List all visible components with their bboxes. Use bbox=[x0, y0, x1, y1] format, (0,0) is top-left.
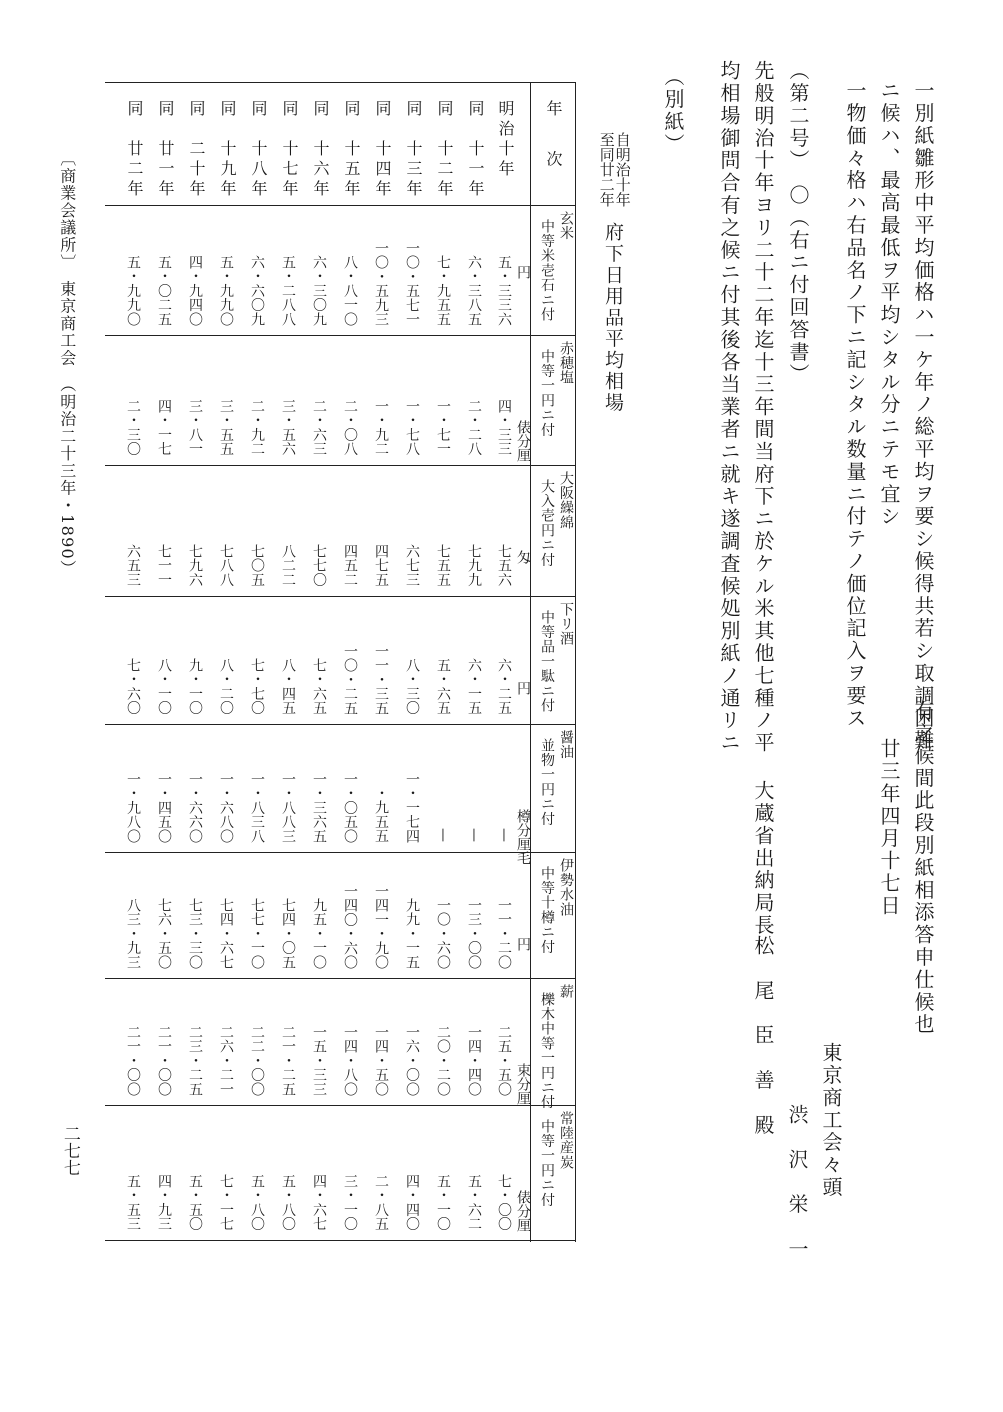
col-spec-7: 櫟木中等一円ニ付 bbox=[539, 992, 555, 1110]
row-year: 同 十一年 bbox=[466, 100, 485, 200]
row-year: 同 十七年 bbox=[280, 100, 299, 200]
cell: 四・九四〇 bbox=[187, 255, 203, 327]
cell: 四・三三 bbox=[496, 399, 512, 457]
cell: 一〇・五七一 bbox=[404, 241, 420, 327]
cell: — bbox=[496, 828, 512, 843]
cell: 一一・二〇 bbox=[496, 898, 512, 970]
letter-line-7: （別紙） bbox=[661, 66, 685, 156]
col-header-4: 下リ酒 bbox=[558, 602, 574, 647]
cell: 一四・四〇 bbox=[466, 1025, 482, 1097]
period-from: 自明治十年 bbox=[613, 132, 632, 207]
cell: 一四一・九〇 bbox=[373, 884, 389, 970]
cell: 一〇・二五 bbox=[342, 644, 358, 716]
row-year: 同 十四年 bbox=[373, 100, 392, 200]
col-spec-1: 中等米壱石ニ付 bbox=[539, 219, 555, 322]
cell: 六・六〇九 bbox=[249, 255, 265, 327]
cell: — bbox=[466, 828, 482, 843]
cell: 七〇五 bbox=[249, 544, 265, 587]
cell: 七四・六七 bbox=[218, 898, 234, 970]
col-header-7: 薪 bbox=[558, 984, 574, 999]
cell: 八・四五 bbox=[280, 658, 296, 716]
page-number: 二七七 bbox=[59, 1125, 80, 1176]
cell: 一・四五〇 bbox=[156, 772, 172, 844]
cell: 一四・八〇 bbox=[342, 1025, 358, 1097]
cell: 一〇・五九三 bbox=[373, 241, 389, 327]
period-to: 至同廿二年 bbox=[597, 132, 616, 207]
cell: 六・三八五 bbox=[466, 255, 482, 327]
row-year: 同 廿一年 bbox=[156, 100, 175, 200]
cell: ・九五五 bbox=[373, 786, 389, 844]
col-unit-7: 束分厘 bbox=[515, 1063, 531, 1105]
cell: 七・〇〇 bbox=[496, 1174, 512, 1232]
letter-line-1: 一別紙雛形中平均価格ハ一ケ年ノ総平均ヲ要シ候得共若シ取調困難 bbox=[911, 80, 935, 752]
cell: 四・一七 bbox=[156, 399, 172, 457]
cell: 五・五〇 bbox=[187, 1174, 203, 1232]
cell: 一・八三八 bbox=[249, 772, 265, 844]
cell: 七・九五五 bbox=[435, 255, 451, 327]
cell: 七六・五〇 bbox=[156, 898, 172, 970]
footer-source: 〔商業会議所〕 東京商工会 （明治二十三年・1890） bbox=[57, 150, 77, 578]
cell: 九九・一五 bbox=[404, 898, 420, 970]
row-year: 同 十六年 bbox=[311, 100, 330, 200]
letter-line-6: 均相場御問合有之候ニ付其後各当業者ニ就キ遂調査候処別紙ノ通リニ bbox=[717, 60, 741, 755]
cell: 八二二 bbox=[280, 544, 296, 587]
cell: 九五・一〇 bbox=[311, 898, 327, 970]
cell: 二・九二 bbox=[249, 399, 265, 457]
col-header-8: 常陸産炭 bbox=[558, 1111, 574, 1170]
col-unit-8: 俵分厘 bbox=[515, 1190, 531, 1232]
cell: 六・二五 bbox=[496, 658, 512, 716]
col-spec-6: 中等十樽ニ付 bbox=[539, 866, 555, 955]
row-year: 同 十二年 bbox=[435, 100, 454, 200]
cell: 七一一 bbox=[156, 544, 172, 587]
table-title: 府下日用品平均相場 bbox=[602, 222, 624, 414]
cell: 七七〇 bbox=[311, 544, 327, 587]
cell: 一・九八〇 bbox=[125, 772, 141, 844]
cell: 三・五五 bbox=[218, 399, 234, 457]
col-unit-4: 円 bbox=[515, 681, 531, 695]
cell: 五・八〇 bbox=[280, 1174, 296, 1232]
cell: 六・三〇九 bbox=[311, 255, 327, 327]
cell: 七・六五 bbox=[311, 658, 327, 716]
row-year: 同 十五年 bbox=[342, 100, 361, 200]
cell: 一四〇・六〇 bbox=[342, 884, 358, 970]
cell: 三・八一 bbox=[187, 399, 203, 457]
cell: 五・五三 bbox=[125, 1174, 141, 1232]
cell: 七九九 bbox=[466, 544, 482, 587]
cell: 四五二 bbox=[342, 544, 358, 587]
cell: 七五六 bbox=[496, 544, 512, 587]
cell: 七七・一〇 bbox=[249, 898, 265, 970]
cell: 八・二〇 bbox=[218, 658, 234, 716]
cell: 一五・三三 bbox=[311, 1025, 327, 1097]
cell: 五・〇二五 bbox=[156, 255, 172, 327]
cell: 七九六 bbox=[187, 544, 203, 587]
cell: 一三・〇〇 bbox=[466, 898, 482, 970]
cell: 七・六〇 bbox=[125, 658, 141, 716]
cell: 八・一〇 bbox=[156, 658, 172, 716]
cell: 一・九二 bbox=[373, 399, 389, 457]
row-year: 同 二十年 bbox=[187, 100, 206, 200]
cell: 一・八八三 bbox=[280, 772, 296, 844]
col-unit-3: 匁 bbox=[515, 550, 531, 564]
cell: 一六・〇〇 bbox=[404, 1025, 420, 1097]
cell: 四・六七 bbox=[311, 1174, 327, 1232]
cell: 四・九三 bbox=[156, 1174, 172, 1232]
year-header: 年 次 bbox=[544, 100, 563, 168]
cell: 一・六六〇 bbox=[187, 772, 203, 844]
cell: 一四・五〇 bbox=[373, 1025, 389, 1097]
col-unit-5: 樽分厘毛 bbox=[515, 809, 531, 865]
letter-line-3: 一物価々格ハ右品名ノ下ニ記シタル数量ニ付テノ価位記入ヲ要ス bbox=[843, 80, 867, 730]
sender-org: 東京商工会々頭 bbox=[819, 1042, 843, 1199]
cell: 七・七〇 bbox=[249, 658, 265, 716]
letter-line-5: 先般明治十年ヨリ二十二年迄十三年間当府下ニ於ケル米其他七種ノ平 bbox=[751, 60, 775, 755]
cell: 二三・二五 bbox=[187, 1025, 203, 1097]
cell: 五・八〇 bbox=[249, 1174, 265, 1232]
cell: 二・三〇 bbox=[125, 399, 141, 457]
col-spec-3: 大入壱円ニ付 bbox=[539, 479, 555, 568]
cell: 三・五六 bbox=[280, 399, 296, 457]
col-spec-4: 中等品一駄ニ付 bbox=[539, 610, 555, 713]
cell: 七八八 bbox=[218, 544, 234, 587]
cell: 一一・三五 bbox=[373, 644, 389, 716]
cell: 一・六八〇 bbox=[218, 772, 234, 844]
cell: 八・八一〇 bbox=[342, 255, 358, 327]
cell: 一・三六五 bbox=[311, 772, 327, 844]
cell: 五・二八八 bbox=[280, 255, 296, 327]
col-header-3: 大阪繰綿 bbox=[558, 471, 574, 530]
col-spec-8: 中等一円ニ付 bbox=[539, 1119, 555, 1208]
letter-line-4: （第二号） 〇（右ニ付回答書） bbox=[786, 60, 810, 386]
cell: 五・九九〇 bbox=[218, 255, 234, 327]
col-header-6: 伊勢水油 bbox=[558, 858, 574, 917]
cell: 二・〇八 bbox=[342, 399, 358, 457]
row-year: 同 十三年 bbox=[404, 100, 423, 200]
row-year: 同 廿二年 bbox=[125, 100, 144, 200]
cell: 七四・〇五 bbox=[280, 898, 296, 970]
cell: 一・七八 bbox=[404, 399, 420, 457]
cell: 九・一〇 bbox=[187, 658, 203, 716]
cell: 七・一七 bbox=[218, 1174, 234, 1232]
cell: 五・六五 bbox=[435, 658, 451, 716]
letter-closing: 有之候間此段別紙相添答申仕候也 bbox=[911, 700, 935, 1036]
cell: 六七三 bbox=[404, 544, 420, 587]
cell: 二・八五 bbox=[373, 1174, 389, 1232]
col-spec-5: 並物一円ニ付 bbox=[539, 738, 555, 827]
cell: 五・九九〇 bbox=[125, 255, 141, 327]
col-spec-2: 中等一円ニ付 bbox=[539, 349, 555, 438]
cell: 一・一七四 bbox=[404, 772, 420, 844]
col-header-2: 赤穂塩 bbox=[558, 341, 574, 386]
cell: 二・二八 bbox=[466, 399, 482, 457]
cell: — bbox=[435, 828, 451, 843]
col-header-5: 醤油 bbox=[558, 730, 574, 760]
col-header-1: 玄米 bbox=[558, 211, 574, 241]
cell: 七三・三〇 bbox=[187, 898, 203, 970]
col-unit-2: 俵分厘 bbox=[515, 420, 531, 462]
cell: 二一・二五 bbox=[280, 1025, 296, 1097]
recipient-name: 松 尾 臣 善 殿 bbox=[751, 935, 775, 1137]
cell: 八三・九三 bbox=[125, 898, 141, 970]
letter-line-2: ニ候ハ、最高最低ヲ平均シタル分ニテモ宜シ bbox=[877, 80, 901, 528]
cell: 四七五 bbox=[373, 544, 389, 587]
cell: 二〇・二〇 bbox=[435, 1025, 451, 1097]
sender-name: 渋 沢 栄 一 bbox=[785, 1104, 809, 1261]
letter-date: 廿三年四月十七日 bbox=[877, 738, 901, 918]
cell: 二五・五〇 bbox=[496, 1025, 512, 1097]
row-year: 同 十八年 bbox=[249, 100, 268, 200]
cell: 四・四〇 bbox=[404, 1174, 420, 1232]
cell: 二一・〇〇 bbox=[156, 1025, 172, 1097]
cell: 七五五 bbox=[435, 544, 451, 587]
row-year: 明治十年 bbox=[496, 100, 515, 180]
col-unit-6: 円 bbox=[515, 937, 531, 951]
cell: 六・一五 bbox=[466, 658, 482, 716]
cell: 一・七一 bbox=[435, 399, 451, 457]
cell: 二六・二一 bbox=[218, 1025, 234, 1097]
cell: 八・三〇 bbox=[404, 658, 420, 716]
cell: 二一・〇〇 bbox=[125, 1025, 141, 1097]
cell: 五・三三六 bbox=[496, 255, 512, 327]
cell: 六五三 bbox=[125, 544, 141, 587]
cell: 二・六三 bbox=[311, 399, 327, 457]
col-unit-1: 円 bbox=[515, 265, 531, 279]
recipient-title: 大蔵省出納局長 bbox=[751, 780, 775, 937]
cell: 五・一〇 bbox=[435, 1174, 451, 1232]
cell: 三・一〇 bbox=[342, 1174, 358, 1232]
cell: 一・〇五〇 bbox=[342, 772, 358, 844]
cell: 二二・〇〇 bbox=[249, 1025, 265, 1097]
row-year: 同 十九年 bbox=[218, 100, 237, 200]
cell: 一〇・六〇 bbox=[435, 898, 451, 970]
cell: 五・六二 bbox=[466, 1174, 482, 1232]
